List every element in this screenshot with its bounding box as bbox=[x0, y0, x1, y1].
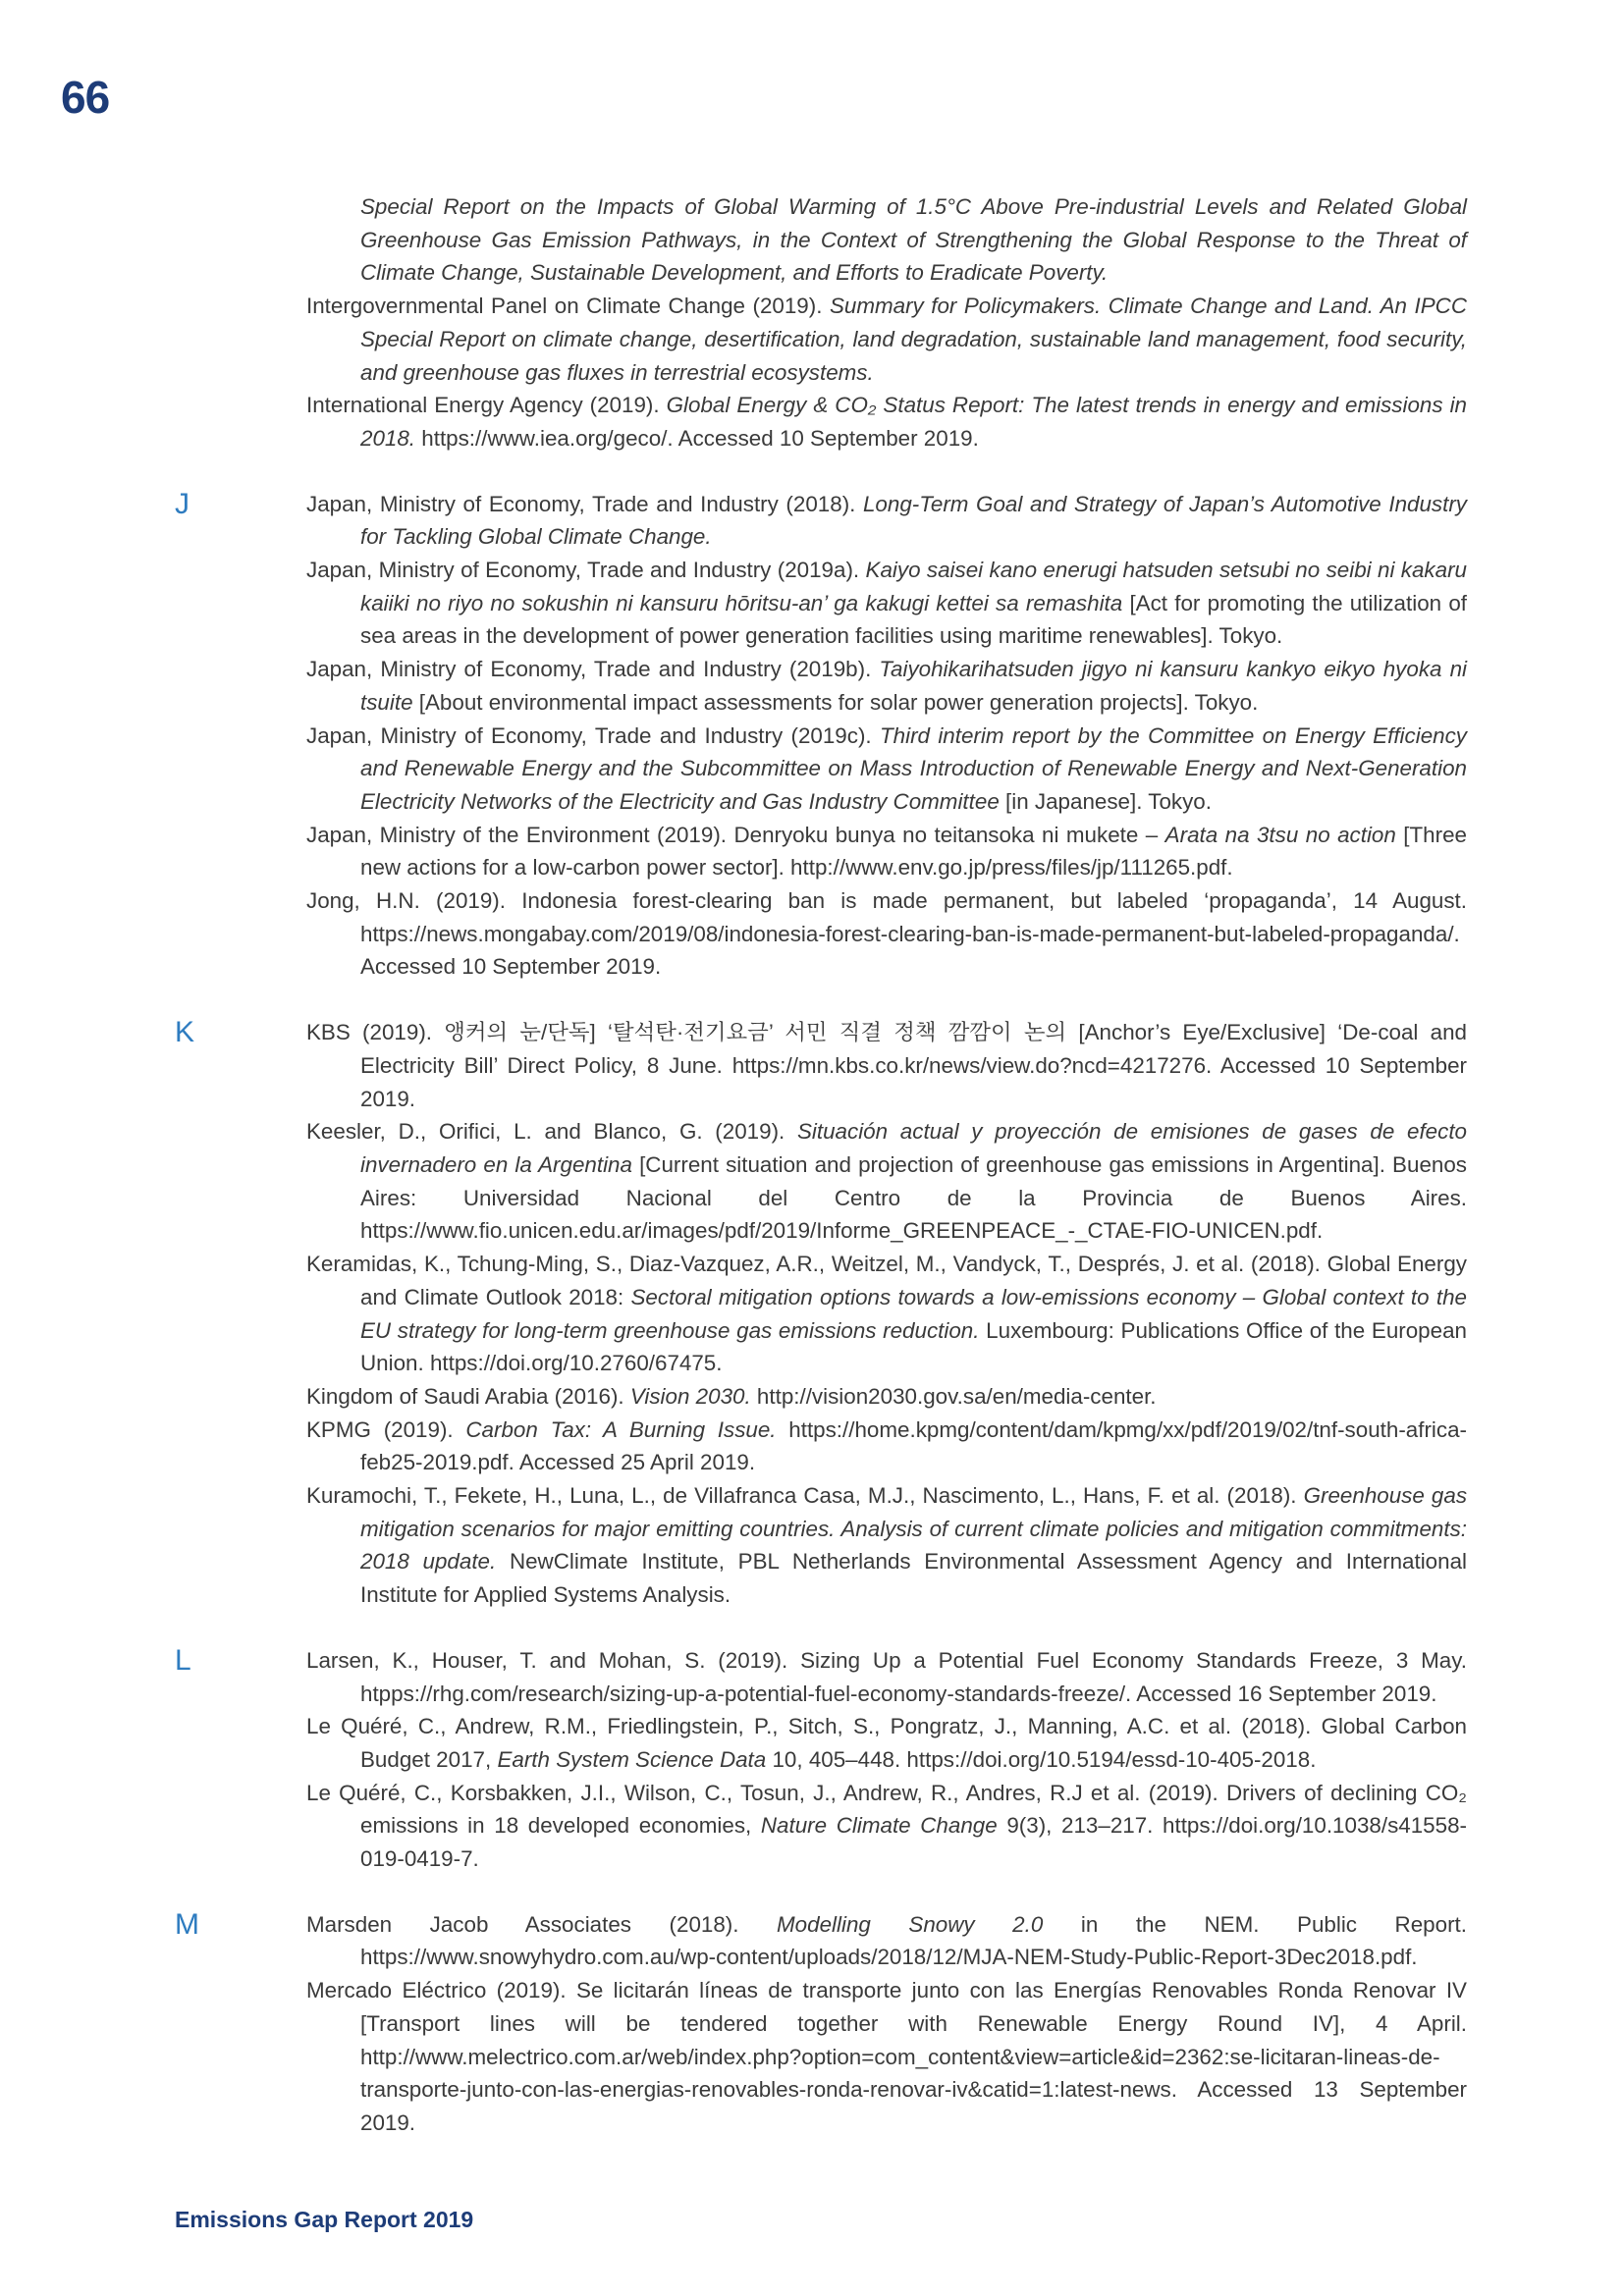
reference-entry bbox=[306, 1644, 1467, 1710]
reference-text: KPMG (2019). bbox=[306, 1416, 466, 1442]
reference-title: Long-Term Goal and Strategy of Japan’s Automotive Industry for Tackling Global Climate Change. bbox=[360, 491, 1467, 550]
reference-title: Greenhouse gas mitigation scenarios for major emitting countries. Analysis of current climate policies and mitigation commitments: 2018 update. bbox=[360, 1483, 1468, 1575]
reference-text: Larsen, K., Houser, T. and Mohan, S. (2019). Sizing Up a Potential Fuel Economy Standards Freeze, 3 May. htpps://rhg.com/research/sizing-up-a-potential-fuel-economy-standards-freeze/. Accessed 16 September 2019. bbox=[306, 1647, 1467, 1706]
reference-text: Le Quéré, C., Andrew, R.M., Friedlingstein, P., Sitch, S., Pongratz, J., Manning, A.C. et al. (2018). Global Carbon Budget 2017, bbox=[306, 1714, 1467, 1772]
reference-title: Summary for Policymakers. Climate Change and Land. An IPCC Special Report on climate change, desertification, land degradation, sustainable land management, food security, and greenhouse gas fluxes in terrestrial ecosystems. bbox=[360, 294, 1467, 385]
reference-title: Carbon Tax: A Burning Issue. bbox=[465, 1416, 777, 1442]
reference-text: Keramidas, K., Tchung-Ming, S., Diaz-Vazquez, A.R., Weitzel, M., Vandyck, T., Després, J. et al. (2018). Global Energy and Climate Outlook 2018: bbox=[306, 1252, 1467, 1309]
reference-text: [Current situation and projection of greenhouse gas emissions in Argentina]. Buenos Aires: Universidad Nacional del Centro de la Provincia de Buenos Aires. https://www.fio.unicen.edu.ar/images/pdf/2019/Informe_GREENPEACE_-_CTAE-FIO-UNICEN.pdf. bbox=[360, 1151, 1468, 1244]
section-letter: K bbox=[175, 1016, 195, 1049]
reference-title: Taiyohikarihatsuden jigyo ni kansuru kankyo eikyo hyoka ni tsuite bbox=[360, 657, 1467, 715]
reference-title: Sectoral mitigation options towards a low-emissions economy – Global context to the EU strategy for long-term greenhouse gas emissions reduction. bbox=[360, 1284, 1467, 1343]
reference-title: Situación actual y proyección de emisiones de gases de efecto invernadero en la Argentina bbox=[360, 1119, 1467, 1177]
report-footer: Emissions Gap Report 2019 bbox=[175, 2207, 474, 2232]
reference-entry bbox=[306, 1908, 1467, 1974]
reference-text: Kingdom of Saudi Arabia (2016). bbox=[306, 1383, 630, 1409]
reference-text: https://home.kpmg/content/dam/kpmg/xx/pdf/2019/02/tnf-south-africa-feb25-2019.pdf. Accessed 25 April 2019. bbox=[360, 1416, 1467, 1475]
reference-entries bbox=[306, 1908, 1467, 2140]
reference-section-m bbox=[0, 1908, 1624, 2140]
reference-text: in the NEM. Public Report. https://www.snowyhydro.com.au/wp-content/uploads/2018/12/MJA-NEM-Study-Public-Report-3Dec2018.pdf. bbox=[360, 1911, 1467, 1970]
reference-title: Modelling Snowy 2.0 bbox=[777, 1911, 1044, 1937]
reference-text: Japan, Ministry of Economy, Trade and Industry (2019b). bbox=[306, 657, 880, 682]
reference-title: Kaiyo saisei kano enerugi hatsuden setsubi no seibi ni kakaru kaiiki no riyo no sokushin ni kansuru hōritsu-an’ ga kakugi kettei sa remashita bbox=[360, 558, 1467, 615]
reference-entry bbox=[306, 1710, 1467, 1776]
reference-entry bbox=[306, 1248, 1467, 1380]
reference-text: Mercado Eléctrico (2019). Se licitarán líneas de transporte junto con las Energías Renovables Ronda Renovar IV [Transport lines will be tendered together with Renewable Energy Round IV], 4 April. http://www.melectrico.com.ar/web/index.php?option=com_content&view=article&id=2362:se-licitaran-lineas-de-transporte-junto-con-las-energias-renovables-ronda-renovar-iv&catid=1:latest-news. Accessed 13 September 2019. bbox=[306, 1978, 1467, 2135]
reference-text: Japan, Ministry of the Environment (2019). Denryoku bunya no teitansoka ni mukete – bbox=[306, 822, 1165, 847]
reference-text: Luxembourg: Publications Office of the European Union. https://doi.org/10.2760/67475. bbox=[360, 1317, 1467, 1376]
reference-entry bbox=[306, 1380, 1467, 1414]
reference-entries bbox=[306, 488, 1467, 985]
reference-title: Global Energy & CO₂ Status Report: The latest trends in energy and emissions in 2018. bbox=[360, 393, 1467, 451]
reference-text: Japan, Ministry of Economy, Trade and Industry (2019a). bbox=[306, 558, 866, 583]
reference-text: http://vision2030.gov.sa/en/media-center. bbox=[750, 1383, 1157, 1409]
reference-entry bbox=[306, 884, 1467, 984]
reference-text: KBS (2019). 앵커의 눈/단독] ‘탈석탄·전기요금’ 서민 직결 정책 깜깜이 논의 [Anchor’s Eye/Exclusive] ‘De-coal and Electricity Bill’ Direct Policy, 8 June. https://mn.kbs.co.kr/news/view.do?ncd=4217276. Accessed 10 September 2019. bbox=[306, 1020, 1467, 1111]
reference-entry bbox=[306, 819, 1467, 884]
reference-text: Intergovernmental Panel on Climate Change (2019). bbox=[306, 294, 830, 319]
reference-title: Third interim report by the Committee on Energy Efficiency and Renewable Energy and the Subcommittee on Mass Introduction of Renewable Energy and Next-Generation Electricity Networks of the Electricity and Gas Industry Committee bbox=[360, 722, 1467, 814]
reference-text: [Act for promoting the utilization of sea areas in the development of power generation facilities using maritime renewables]. Tokyo. bbox=[360, 590, 1467, 649]
reference-entries bbox=[306, 190, 1467, 455]
reference-entries bbox=[306, 1644, 1467, 1876]
page-number: 66 bbox=[61, 72, 110, 123]
reference-title: Special Report on the Impacts of Global Warming of 1.5°C Above Pre-industrial Levels and Related Global Greenhouse Gas Emission Pathways, in the Context of Strengthening the Global Response to the Threat of Climate Change, Sustainable Development, and Efforts to Eradicate Poverty. bbox=[360, 194, 1467, 286]
reference-entry bbox=[306, 1016, 1467, 1115]
reference-entry bbox=[306, 1115, 1467, 1248]
reference-text: Japan, Ministry of Economy, Trade and Industry (2018). bbox=[306, 491, 863, 516]
reference-text: Marsden Jacob Associates (2018). bbox=[306, 1911, 778, 1937]
reference-text: Le Quéré, C., Korsbakken, J.I., Wilson, C., Tosun, J., Andrew, R., Andres, R.J et al. (2019). Drivers of declining CO₂ emissions in 18 developed economies, bbox=[306, 1780, 1467, 1839]
reference-text: https://www.iea.org/geco/. Accessed 10 September 2019. bbox=[415, 425, 979, 451]
reference-entry bbox=[306, 1974, 1467, 2140]
reference-section-k bbox=[0, 1016, 1624, 1612]
reference-section-continued bbox=[0, 190, 1624, 455]
section-letter: J bbox=[175, 487, 189, 520]
reference-title: Vision 2030. bbox=[629, 1383, 751, 1409]
section-letter: M bbox=[175, 1907, 199, 1941]
reference-text: Jong, H.N. (2019). Indonesia forest-clearing ban is made permanent, but labeled ‘propaganda’, 14 August. https://news.mongabay.com/2019/08/indonesia-forest-clearing-ban-is-made-permanent-but-labeled-propaganda/. Accessed 10 September 2019. bbox=[306, 888, 1467, 980]
reference-text: [About environmental impact assessments for solar power generation projects]. Tokyo. bbox=[412, 689, 1259, 715]
reference-entry bbox=[306, 290, 1467, 389]
reference-text: International Energy Agency (2019). bbox=[306, 393, 667, 418]
reference-text: Kuramochi, T., Fekete, H., Luna, L., de Villafranca Casa, M.J., Nascimento, L., Hans, F. et al. (2018). bbox=[306, 1483, 1304, 1509]
reference-entry bbox=[306, 1414, 1467, 1479]
reference-title: Earth System Science Data bbox=[497, 1746, 767, 1772]
reference-entry-continued bbox=[306, 190, 1467, 290]
reference-entry bbox=[306, 1479, 1467, 1612]
reference-text: [in Japanese]. Tokyo. bbox=[999, 788, 1212, 814]
reference-list bbox=[0, 190, 1624, 2172]
reference-title: Arata na 3tsu no action bbox=[1164, 822, 1396, 847]
reference-text: 10, 405–448. https://doi.org/10.5194/essd-10-405-2018. bbox=[766, 1746, 1317, 1772]
reference-entry bbox=[306, 389, 1467, 454]
reference-text: 9(3), 213–217. https://doi.org/10.1038/s41558-019-0419-7. bbox=[360, 1813, 1467, 1872]
reference-text: NewClimate Institute, PBL Netherlands Environmental Assessment Agency and International Institute for Applied Systems Analysis. bbox=[360, 1549, 1467, 1608]
reference-entry bbox=[306, 488, 1467, 554]
reference-entry bbox=[306, 653, 1467, 719]
section-letter: L bbox=[175, 1643, 191, 1677]
reference-text: Keesler, D., Orifici, L. and Blanco, G. (2019). bbox=[306, 1119, 797, 1145]
reference-entries bbox=[306, 1016, 1467, 1612]
reference-text: Japan, Ministry of Economy, Trade and Industry (2019c). bbox=[306, 722, 880, 748]
reference-entry bbox=[306, 720, 1467, 819]
reference-entry bbox=[306, 1777, 1467, 1876]
reference-section-l bbox=[0, 1644, 1624, 1876]
reference-title: Nature Climate Change bbox=[760, 1813, 998, 1839]
reference-text: [Three new actions for a low-carbon power sector]. http://www.env.go.jp/press/files/jp/111265.pdf. bbox=[360, 822, 1467, 881]
reference-section-j bbox=[0, 488, 1624, 985]
reference-entry bbox=[306, 554, 1467, 653]
